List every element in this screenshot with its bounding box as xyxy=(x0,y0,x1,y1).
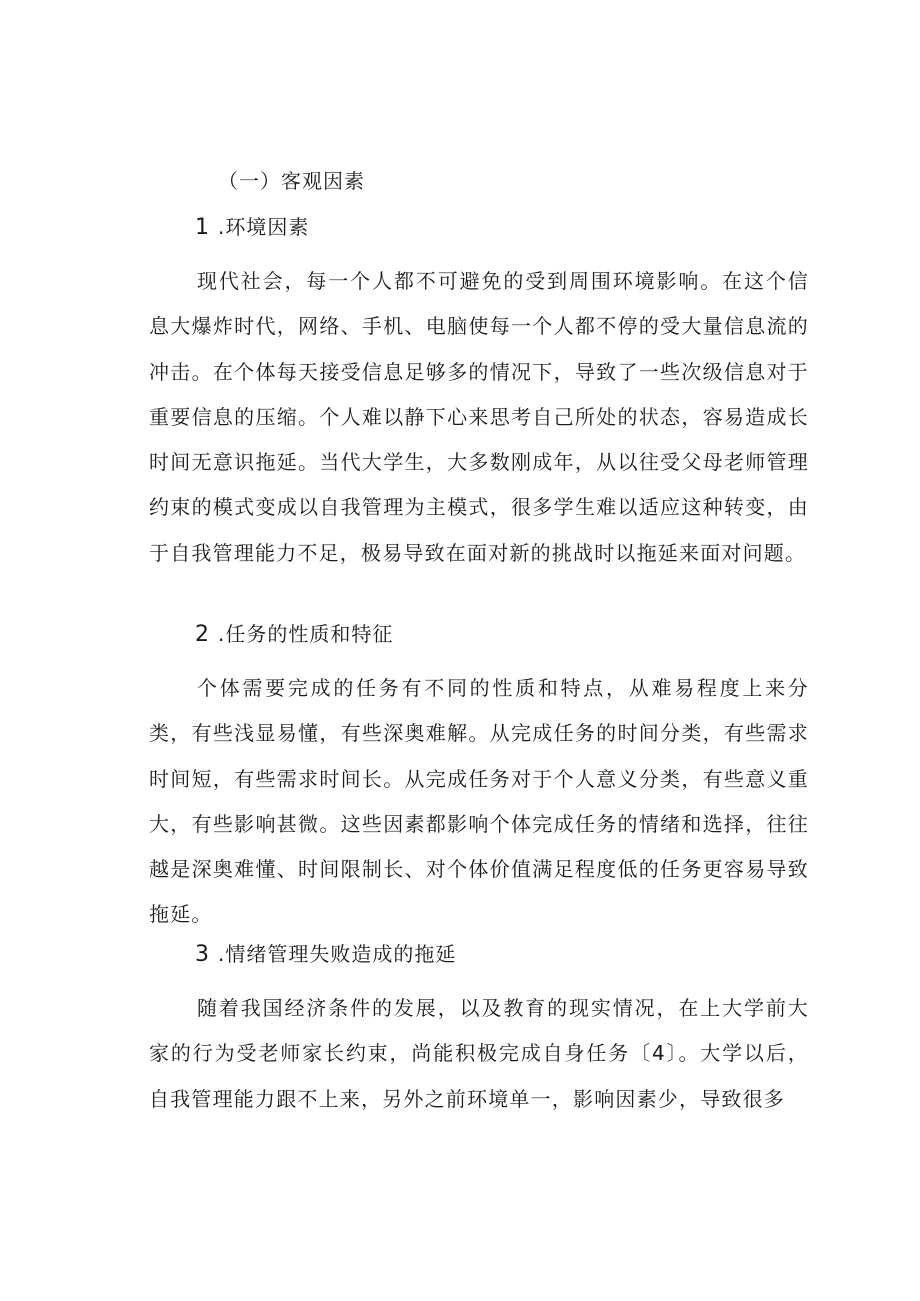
section-heading: （一）客观因素 xyxy=(218,169,365,193)
paragraph-emotion-management: 随着我国经济条件的发展，以及教育的现实情况，在上大学前大家的行为受老师家长约束，尚能积极完成自身任务〔4〕。大学以后，自我管理能力跟不上来，另外之前环境单一，影响因素少，导致很多 xyxy=(149,996,809,1111)
subheading-number: 3 xyxy=(195,942,210,967)
subheading-number: 1 xyxy=(195,215,210,240)
subheading-environment xyxy=(195,213,309,242)
subheading-task-nature xyxy=(195,620,393,649)
paragraph-task-nature: 个体需要完成的任务有不同的性质和特点，从难易程度上来分类，有些浅显易懂，有些深奥难解。从完成任务的时间分类，有些需求时间短，有些需求时间长。从完成任务对于个人意义分类，有些意义重大，有些影响甚微。这些因素都影响个体完成任务的情绪和选择，往往越是深奥难懂、时间限制长、对个体价值满足程度低的任务更容易导致拖延。 xyxy=(149,676,809,927)
subheading-title: .情绪管理失败造成的拖延 xyxy=(218,942,457,966)
subheading-emotion-management xyxy=(195,940,456,969)
subheading-number: 2 xyxy=(195,622,210,647)
subheading-title: .环境因素 xyxy=(218,215,310,239)
paragraph-environment: 现代社会，每一个人都不可避免的受到周围环境影响。在这个信息大爆炸时代，网络、手机、电脑使每一个人都不停的受大量信息流的冲击。在个体每天接受信息足够多的情况下，导致了一些次级信息对于重要信息的压缩。个人难以静下心来思考自己所处的状态，容易造成长时间无意识拖延。当代大学生，大多数刚成年，从以往受父母老师管理约束的模式变成以自我管理为主模式，很多学生难以适应这种转变，由于自我管理能力不足，极易导致在面对新的挑战时以拖延来面对问题。 xyxy=(149,269,809,565)
subheading-title: .任务的性质和特征 xyxy=(218,622,394,646)
